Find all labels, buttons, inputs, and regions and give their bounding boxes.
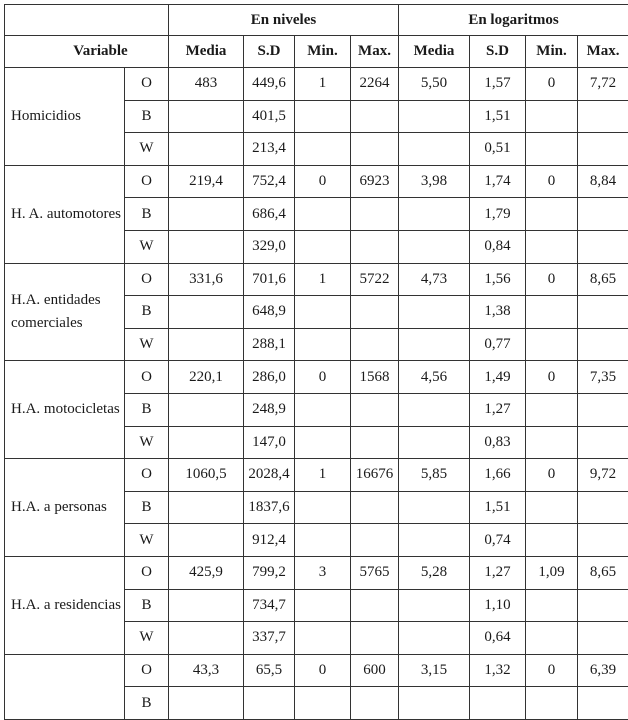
value-cell: 1 <box>295 263 351 296</box>
value-cell <box>295 328 351 361</box>
value-cell: 220,1 <box>169 361 244 394</box>
value-cell <box>295 100 351 133</box>
value-cell <box>526 589 578 622</box>
value-cell <box>399 426 470 459</box>
value-cell <box>295 198 351 231</box>
value-cell: 8,84 <box>578 165 628 198</box>
value-cell <box>169 230 244 263</box>
value-cell: 648,9 <box>244 296 295 329</box>
value-cell: 3,98 <box>399 165 470 198</box>
value-cell <box>526 198 578 231</box>
value-cell: 2028,4 <box>244 459 295 492</box>
value-cell: 4,56 <box>399 361 470 394</box>
value-cell: 0,51 <box>470 133 526 166</box>
value-cell <box>351 393 399 426</box>
value-cell: 147,0 <box>244 426 295 459</box>
value-cell <box>399 622 470 655</box>
statistics-table <box>4 4 628 720</box>
row-type-cell: O <box>125 361 169 394</box>
row-type-cell: W <box>125 622 169 655</box>
variable-name-cell <box>5 654 125 719</box>
value-cell <box>526 426 578 459</box>
value-cell <box>578 622 628 655</box>
value-cell: 0,83 <box>470 426 526 459</box>
value-cell <box>169 133 244 166</box>
value-cell: 0,64 <box>470 622 526 655</box>
value-cell <box>351 622 399 655</box>
value-cell: 248,9 <box>244 393 295 426</box>
value-cell <box>295 687 351 720</box>
value-cell <box>399 133 470 166</box>
value-cell <box>295 589 351 622</box>
variable-name-cell: H.A. entidades comerciales <box>5 263 125 361</box>
row-type-cell: O <box>125 68 169 101</box>
value-cell: 752,4 <box>244 165 295 198</box>
value-cell: 0 <box>526 654 578 687</box>
value-cell: 0 <box>526 361 578 394</box>
value-cell: 0,84 <box>470 230 526 263</box>
value-cell <box>526 133 578 166</box>
column-header: Max. <box>578 36 628 68</box>
value-cell: 0,74 <box>470 524 526 557</box>
row-type-cell: O <box>125 654 169 687</box>
value-cell: 1,66 <box>470 459 526 492</box>
table-row <box>5 556 628 589</box>
value-cell <box>578 491 628 524</box>
value-cell: 1,57 <box>470 68 526 101</box>
value-cell <box>169 426 244 459</box>
value-cell <box>399 328 470 361</box>
value-cell <box>526 393 578 426</box>
row-type-cell: W <box>125 230 169 263</box>
value-cell: 9,72 <box>578 459 628 492</box>
value-cell <box>351 133 399 166</box>
value-cell: 8,65 <box>578 263 628 296</box>
row-type-cell: W <box>125 328 169 361</box>
value-cell: 5,50 <box>399 68 470 101</box>
value-cell: 701,6 <box>244 263 295 296</box>
group-header-logs: En logaritmos <box>399 5 628 36</box>
value-cell <box>169 198 244 231</box>
value-cell <box>399 524 470 557</box>
value-cell: 337,7 <box>244 622 295 655</box>
value-cell <box>399 393 470 426</box>
row-type-cell: O <box>125 459 169 492</box>
table-body <box>5 68 628 720</box>
value-cell: 1,10 <box>470 589 526 622</box>
value-cell <box>526 296 578 329</box>
value-cell <box>351 589 399 622</box>
column-header: S.D <box>470 36 526 68</box>
row-type-cell: B <box>125 296 169 329</box>
row-type-cell: W <box>125 524 169 557</box>
value-cell: 213,4 <box>244 133 295 166</box>
value-cell: 912,4 <box>244 524 295 557</box>
row-type-cell: O <box>125 556 169 589</box>
value-cell <box>399 100 470 133</box>
group-header-levels: En niveles <box>169 5 399 36</box>
value-cell: 8,65 <box>578 556 628 589</box>
value-cell <box>526 100 578 133</box>
column-header: Media <box>169 36 244 68</box>
value-cell: 734,7 <box>244 589 295 622</box>
table-row <box>5 68 628 101</box>
value-cell: 329,0 <box>244 230 295 263</box>
value-cell <box>399 589 470 622</box>
value-cell: 65,5 <box>244 654 295 687</box>
value-cell <box>578 589 628 622</box>
value-cell <box>351 328 399 361</box>
value-cell <box>169 622 244 655</box>
value-cell <box>351 198 399 231</box>
value-cell <box>295 622 351 655</box>
value-cell: 2264 <box>351 68 399 101</box>
value-cell: 1,49 <box>470 361 526 394</box>
value-cell <box>399 687 470 720</box>
value-cell: 483 <box>169 68 244 101</box>
value-cell <box>351 687 399 720</box>
value-cell <box>351 524 399 557</box>
value-cell <box>295 230 351 263</box>
value-cell <box>169 589 244 622</box>
value-cell: 0 <box>295 361 351 394</box>
value-cell: 3 <box>295 556 351 589</box>
value-cell <box>351 491 399 524</box>
row-type-cell: B <box>125 491 169 524</box>
value-cell <box>351 230 399 263</box>
row-type-cell: O <box>125 263 169 296</box>
value-cell: 799,2 <box>244 556 295 589</box>
value-cell <box>399 491 470 524</box>
value-cell <box>578 426 628 459</box>
value-cell <box>399 198 470 231</box>
value-cell <box>295 524 351 557</box>
column-header: Max. <box>351 36 399 68</box>
value-cell <box>295 426 351 459</box>
value-cell: 1,51 <box>470 491 526 524</box>
row-type-cell: B <box>125 393 169 426</box>
value-cell: 0 <box>526 68 578 101</box>
value-cell <box>578 393 628 426</box>
variable-name-cell: Homicidios <box>5 68 125 166</box>
value-cell: 0 <box>526 165 578 198</box>
value-cell <box>526 622 578 655</box>
value-cell <box>169 100 244 133</box>
value-cell: 1837,6 <box>244 491 295 524</box>
table-row <box>5 263 628 296</box>
group-header-row <box>5 5 628 36</box>
value-cell: 286,0 <box>244 361 295 394</box>
value-cell <box>169 328 244 361</box>
value-cell: 0 <box>295 654 351 687</box>
table-row <box>5 165 628 198</box>
value-cell: 686,4 <box>244 198 295 231</box>
value-cell: 425,9 <box>169 556 244 589</box>
table-row <box>5 654 628 687</box>
column-header-variable: Variable <box>5 36 169 68</box>
column-header: S.D <box>244 36 295 68</box>
variable-name-cell: H.A. a residencias <box>5 556 125 654</box>
row-type-cell: W <box>125 133 169 166</box>
value-cell: 0 <box>526 263 578 296</box>
table-row <box>5 361 628 394</box>
value-cell: 1060,5 <box>169 459 244 492</box>
value-cell <box>578 198 628 231</box>
value-cell <box>169 687 244 720</box>
value-cell: 5765 <box>351 556 399 589</box>
row-type-cell: B <box>125 687 169 720</box>
value-cell: 5,85 <box>399 459 470 492</box>
value-cell: 1 <box>295 68 351 101</box>
table-row <box>5 459 628 492</box>
value-cell: 3,15 <box>399 654 470 687</box>
value-cell <box>351 426 399 459</box>
value-cell: 1 <box>295 459 351 492</box>
value-cell <box>399 296 470 329</box>
value-cell: 6923 <box>351 165 399 198</box>
value-cell: 6,39 <box>578 654 628 687</box>
value-cell: 1,09 <box>526 556 578 589</box>
column-header-row <box>5 36 628 68</box>
value-cell: 1,74 <box>470 165 526 198</box>
value-cell <box>578 100 628 133</box>
value-cell <box>578 687 628 720</box>
value-cell: 288,1 <box>244 328 295 361</box>
value-cell: 5,28 <box>399 556 470 589</box>
value-cell: 0 <box>295 165 351 198</box>
value-cell <box>351 100 399 133</box>
value-cell <box>351 296 399 329</box>
value-cell: 7,72 <box>578 68 628 101</box>
row-type-cell: B <box>125 198 169 231</box>
value-cell: 7,35 <box>578 361 628 394</box>
value-cell: 0,77 <box>470 328 526 361</box>
value-cell: 0 <box>526 459 578 492</box>
value-cell <box>169 524 244 557</box>
value-cell: 1,79 <box>470 198 526 231</box>
value-cell <box>169 491 244 524</box>
variable-name-cell: H. A. automotores <box>5 165 125 263</box>
value-cell <box>244 687 295 720</box>
row-type-cell: B <box>125 589 169 622</box>
value-cell <box>578 296 628 329</box>
value-cell: 4,73 <box>399 263 470 296</box>
value-cell <box>526 524 578 557</box>
value-cell <box>295 491 351 524</box>
value-cell <box>526 687 578 720</box>
value-cell: 1,56 <box>470 263 526 296</box>
column-header: Min. <box>295 36 351 68</box>
value-cell <box>470 687 526 720</box>
value-cell: 600 <box>351 654 399 687</box>
value-cell <box>578 133 628 166</box>
row-type-cell: B <box>125 100 169 133</box>
value-cell: 1,27 <box>470 393 526 426</box>
value-cell: 1568 <box>351 361 399 394</box>
value-cell: 331,6 <box>169 263 244 296</box>
value-cell <box>526 230 578 263</box>
value-cell <box>578 524 628 557</box>
row-type-cell: O <box>125 165 169 198</box>
blank-corner <box>5 5 169 36</box>
value-cell <box>169 296 244 329</box>
value-cell: 219,4 <box>169 165 244 198</box>
value-cell <box>526 328 578 361</box>
value-cell: 449,6 <box>244 68 295 101</box>
value-cell: 1,27 <box>470 556 526 589</box>
value-cell: 401,5 <box>244 100 295 133</box>
value-cell <box>399 230 470 263</box>
value-cell: 1,51 <box>470 100 526 133</box>
row-type-cell: W <box>125 426 169 459</box>
value-cell: 1,38 <box>470 296 526 329</box>
value-cell <box>295 393 351 426</box>
value-cell <box>578 328 628 361</box>
variable-name-cell: H.A. motocicletas <box>5 361 125 459</box>
column-header: Media <box>399 36 470 68</box>
value-cell: 43,3 <box>169 654 244 687</box>
value-cell <box>526 491 578 524</box>
value-cell <box>295 296 351 329</box>
value-cell: 5722 <box>351 263 399 296</box>
value-cell: 16676 <box>351 459 399 492</box>
value-cell <box>169 393 244 426</box>
column-header: Min. <box>526 36 578 68</box>
variable-name-cell: H.A. a personas <box>5 459 125 557</box>
value-cell: 1,32 <box>470 654 526 687</box>
value-cell <box>295 133 351 166</box>
value-cell <box>578 230 628 263</box>
